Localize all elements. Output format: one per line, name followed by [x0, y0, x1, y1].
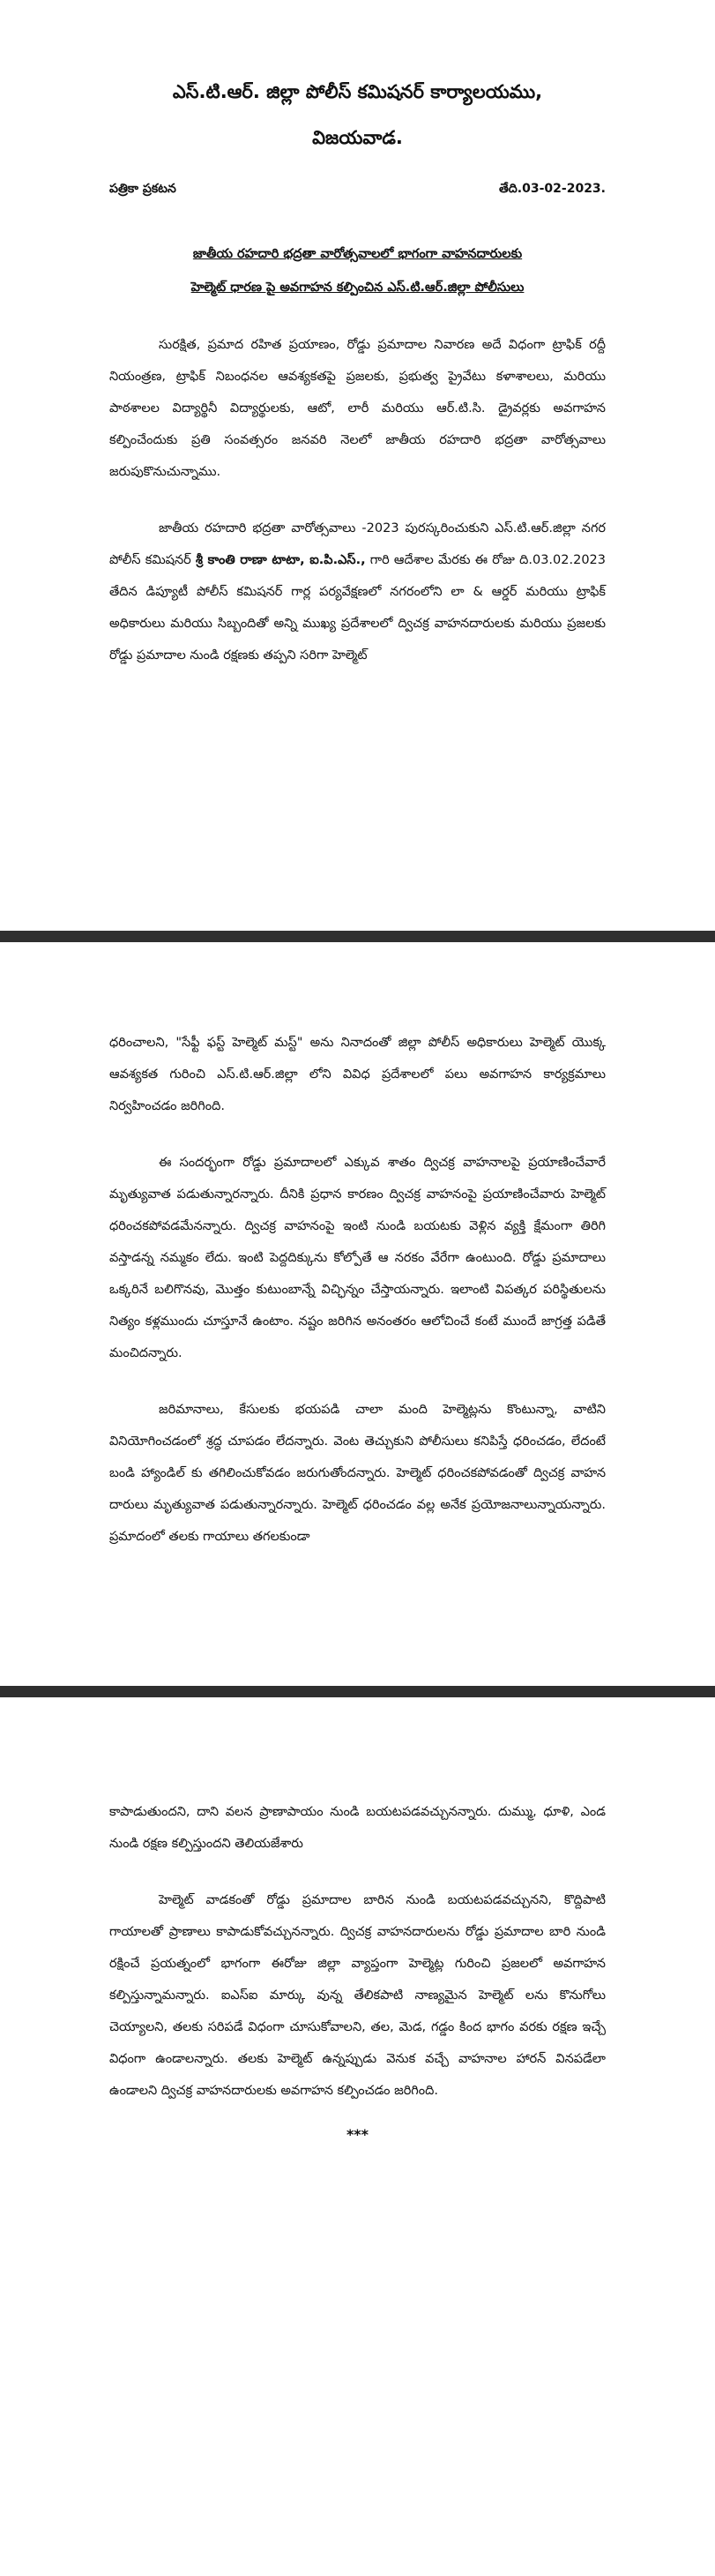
paragraph-intro: సురక్షిత, ప్రమాద రహిత ప్రయాణం, రోడ్డు ప్రమాదాల నివారణ అదే విధంగా ట్రాఫిక్ రద్దీ నియంత్రణ, ట్రాఫిక్ నిబంధనల ఆవశ్యకతపై ప్రజలకు, ప్రభుత్వ ప్రైవేటు కళాశాలలు, మరియు పాఠశాలల విద్యార్థినీ విద్యార్థులకు, ఆటో, లారీ మరియు ఆర్.టి.సి. డ్రైవర్లకు అవగాహన కల్పించేందుకు ప్రతి సంవత్సరం జనవరి నెలలో జాతీయ రహదారి భద్రతా వారోత్సవాలు జరుపుకొనుచున్నాము.	[109, 338, 606, 479]
subject-heading	[109, 237, 606, 304]
page-3	[0, 1697, 715, 2576]
paragraph-commissioner-orders-a: జాతీయ రహదారి భద్రతా వారోత్సవాలు -2023 పురస్కరించుకుని ఎస్.టి.ఆర్.జిల్లా నగర పోలీస్ కమిషనర్	[109, 521, 606, 567]
press-release-label: పత్రికా ప్రకటన	[109, 182, 176, 196]
paragraph-helmet-usage: హెల్మెట్ వాడకంతో రోడ్డు ప్రమాదాల బారిన నుండి బయటపడవచ్చునని, కొద్దిపాటి గాయాలతో ప్రాణాలు కాపాడుకోవచ్చునన్నారు. ద్విచక్ర వాహనదారులను రోడ్డు ప్రమాదాల బారి నుండి రక్షించే ప్రయత్నంలో భాగంగా ఈరోజు జిల్లా వ్యాప్తంగా హెల్మెట్ల గురించి ప్రజలలో అవగాహన కల్పిస్తున్నామన్నారు. ఐఎస్ఐ మార్కు వున్న తేలికపాటి నాణ్యమైన హెల్మెట్ లను కొనుగోలు చెయ్యాలని, తలకు సరిపడే విధంగా చూసుకోవాలని, తల, మెడ, గడ్డం కింద భాగం వరకు రక్షణ ఇచ్చే విధంగా ఉండాలన్నారు. తలకు హెల్మెట్ ఉన్నప్పుడు వెనుక వచ్చే వాహనాల హారన్ వినపడేలా ఉండాలని ద్విచక్ర వాహనదారులకు అవగాహన కల్పించడం జరిగింది.	[109, 1893, 606, 2098]
page-2	[0, 942, 715, 1686]
page-separator	[0, 931, 715, 942]
paragraph-accidents: ఈ సందర్భంగా రోడ్డు ప్రమాదాలలో ఎక్కువ శాతం ద్విచక్ర వాహనాలపై ప్రయాణించేవారే మృత్యువాత పడుతున్నారన్నారు. దీనికి ప్రధాన కారణం ద్విచక్ర వాహనంపై ప్రయాణించేవారు హెల్మెట్ ధరించకపోవడమేనన్నారు. ద్విచక్ర వాహనంపై ఇంటి నుండి బయటకు వెళ్లిన వ్యక్తి క్షేమంగా తిరిగి వస్తాడన్న నమ్మకం లేదు. ఇంటి పెద్దదిక్కును కోల్పోతే ఆ నరకం వేరేగా ఉంటుంది. రోడ్డు ప్రమాదాలు ఒక్కరినే బలిగొనవు, మొత్తం కుటుంబాన్నే విచ్ఛిన్నం చేస్తాయన్నారు. ఇలాంటి విపత్కర పరిస్థితులను నిత్యం కళ్లముందు చూస్తూనే ఉంటాం. నష్టం జరిగిన అనంతరం ఆలోచించే కంటే ముందే జాగ్రత్త పడితే మంచిదన్నారు.	[109, 1156, 606, 1360]
press-meta-row	[109, 182, 606, 198]
paragraph-slogan: ధరించాలని, "సేఫ్టీ ఫస్ట్ హెల్మెట్ మస్ట్" అను నినాదంతో జిల్లా పోలీస్ అధికారులు హెల్మెట్ యొక్క ఆవశ్యకత గురించి ఎస్.టి.ఆర్.జిల్లా లోని వివిధ ప్రదేశాలలో పలు అవగాహన కార్యక్రమాలు నిర్వహించడం జరిగింది.	[109, 1036, 606, 1113]
press-date: తేది.03-02-2023.	[499, 182, 606, 196]
paragraph-protection: కాపాడుతుందని, దాని వలన ప్రాణాపాయం నుండి బయటపడవచ్చునన్నారు. దుమ్ము, ధూళి, ఎండ నుండి రక్షణ కల్పిస్తుందని తెలియజేశారు	[109, 1805, 606, 1851]
subject-line-2: హెల్మెట్ ధారణ పై అవగాహన కల్పించిన ఎస్.టి.ఆర్.జిల్లా పోలీసులు	[190, 281, 525, 295]
commissioner-name: శ్రీ కాంతి రాణా టాటా, ఐ.పి.ఎస్.,	[195, 553, 366, 567]
city-title: విజయవాడ.	[312, 127, 403, 148]
paragraph-fines: జరిమానాలు, కేసులకు భయపడి చాలా మంది హెల్మెట్లను కొంటున్నా, వాటిని వినియోగించడంలో శ్రద్ధ చూపడం లేదన్నారు. వెంట తెచ్చుకుని పోలీసులు కనిపిస్తే ధరించడం, లేదంటే బండి హ్యాండిల్ కు తగిలించుకోవడం జరుగుతోందన్నారు. హెల్మెట్ ధరించకపోవడంతో ద్విచక్ర వాహన దారులు మృత్యువాత పడుతున్నారన్నారు. హెల్మెట్ ధరించడం వల్ల అనేక ప్రయోజనాలున్నాయన్నారు. ప్రమాదంలో తలకు గాయాలు తగలకుండా	[109, 1403, 606, 1544]
paragraph-commissioner-orders-b: గారి ఆదేశాల మేరకు ఈ రోజు ది.03.02.2023 తేదిన డిప్యూటీ పోలీస్ కమిషనర్ గార్ల పర్యవేక్షణలో నగరంలోని లా & ఆర్డర్ మరియు ట్రాఫిక్ అధికారులు మరియు సిబ్బందితో అన్ని ముఖ్య ప్రదేశాలలో ద్విచక్ర వాహనదారులకు మరియు ప్రజలకు రోడ్డు ప్రమాదాల నుండి రక్షణకు తప్పని సరిగా హెల్మెట్	[109, 553, 607, 663]
end-marker: ***	[346, 2126, 369, 2143]
page-separator	[0, 1686, 715, 1697]
office-title: ఎస్.టి.ఆర్. జిల్లా పోలీస్ కమిషనర్ కార్యాలయము,	[172, 81, 543, 102]
page-1	[0, 0, 715, 931]
paragraph-commissioner-orders	[109, 513, 606, 671]
subject-line-1: జాతీయ రహదారి భద్రతా వారోత్సవాలలో భాగంగా వాహనదారులకు	[192, 247, 523, 261]
